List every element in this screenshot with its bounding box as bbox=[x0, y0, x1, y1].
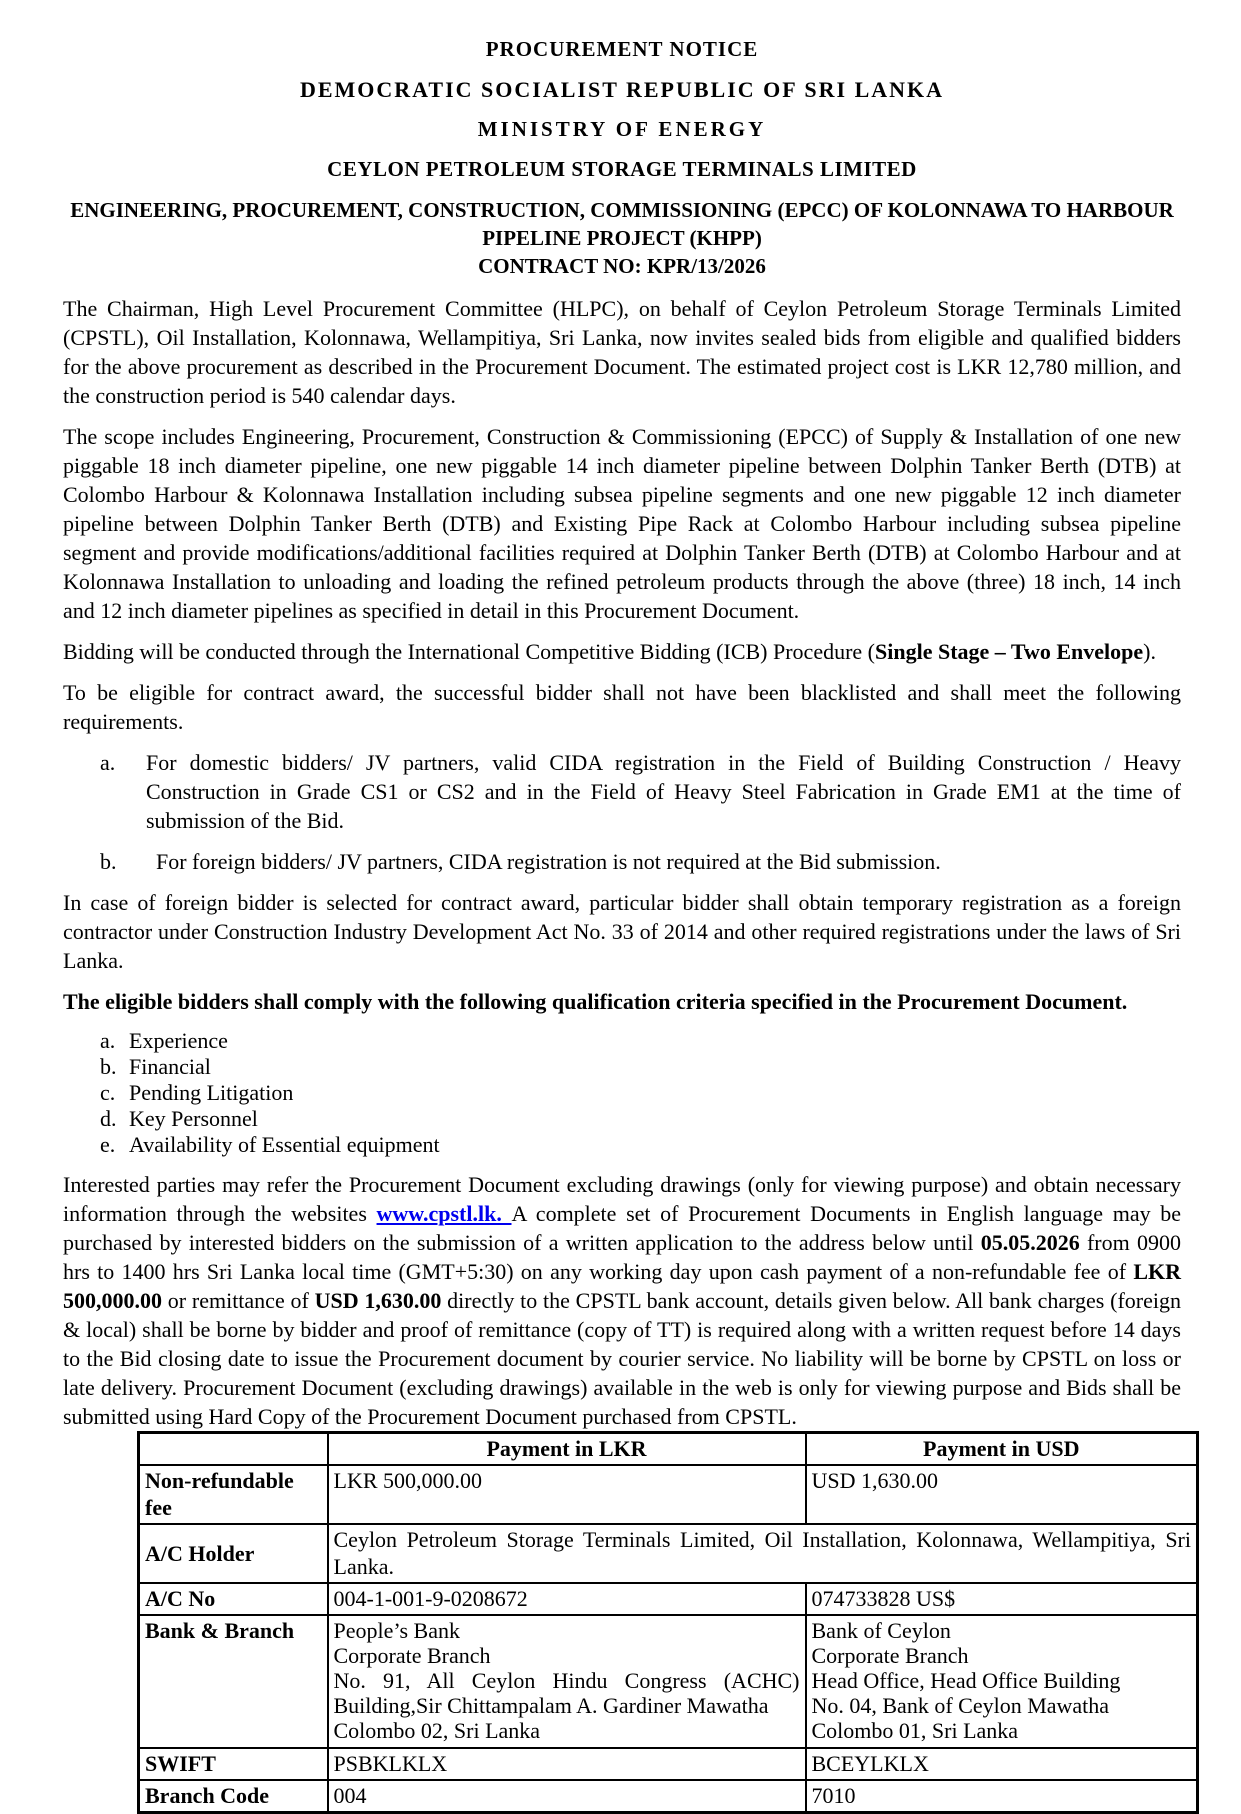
list-text: Financial bbox=[129, 1054, 211, 1079]
branch-code-usd-value: 7010 bbox=[806, 1780, 1198, 1813]
row-label: Non-refundable fee bbox=[139, 1465, 328, 1524]
paragraph-foreign-registration bbox=[63, 888, 1181, 975]
text-segment: The eligible bidders shall comply with the following qualification criteria specified in the Procurement Document. bbox=[63, 989, 1128, 1014]
row-label: Bank & Branch bbox=[139, 1615, 328, 1748]
text-segment: Interested parties may refer the Procurement Document excluding drawings (only for viewing purpose) and obtain necessary information through the websites bbox=[63, 1172, 1181, 1226]
text-segment: directly to the CPSTL bank account, details given below. All bank charges (foreign & local) shall be borne by bidder and proof of remittance (copy of TT) is required along with a written request before 14 days to the Bid closing date to issue the Procurement document by courier service. No liability will be borne by CPSTL on loss or late delivery. Procurement Document (excluding drawings) available in the web is only for viewing purpose and Bids shall be submitted using Hard Copy of the Procurement Document purchased from CPSTL. bbox=[63, 1288, 1181, 1429]
header-cell-payment-lkr: Payment in LKR bbox=[328, 1433, 806, 1466]
title-company: CEYLON PETROLEUM STORAGE TERMINALS LIMITED bbox=[327, 157, 917, 181]
ac-no-lkr-value: 004-1-001-9-0208672 bbox=[328, 1583, 806, 1615]
list-marker: b. bbox=[100, 1054, 117, 1079]
bank-line: Corporate Branch bbox=[333, 1643, 491, 1668]
bank-line: No. 91, All Ceylon Hindu Congress (ACHC) Building,Sir Chittampalam A. Gardiner Mawatha bbox=[333, 1668, 800, 1718]
bank-line: Corporate Branch bbox=[811, 1643, 969, 1668]
list-item-experience bbox=[63, 1028, 1181, 1054]
swift-usd-value: BCEYLKLX bbox=[806, 1748, 1198, 1780]
list-text: Key Personnel bbox=[129, 1106, 258, 1131]
fee-usd-value: USD 1,630.00 bbox=[806, 1465, 1198, 1524]
list-marker: a. bbox=[100, 750, 116, 775]
text-segment: LKR 500,000.00 bbox=[63, 1259, 1181, 1313]
text-segment: 05.05.2026 bbox=[980, 1230, 1080, 1255]
paragraph-purchase-info bbox=[63, 1170, 1181, 1431]
title-contract-no: CONTRACT NO: KPR/13/2026 bbox=[478, 254, 766, 278]
paragraph-scope bbox=[63, 422, 1181, 625]
list-marker: e. bbox=[100, 1132, 116, 1157]
table-row-ac-holder bbox=[139, 1524, 1198, 1583]
table-row-swift bbox=[139, 1748, 1198, 1780]
fee-lkr-value: LKR 500,000.00 bbox=[328, 1465, 806, 1524]
row-label: Branch Code bbox=[139, 1780, 328, 1813]
swift-lkr-value: PSBKLKLX bbox=[328, 1748, 806, 1780]
header-cell-empty bbox=[139, 1433, 328, 1466]
ac-holder-value: Ceylon Petroleum Storage Terminals Limited, Oil Installation, Kolonnawa, Wellampitiya, Sri Lanka. bbox=[328, 1524, 1198, 1583]
list-item-pending-litigation bbox=[63, 1080, 1181, 1106]
list-item-foreign-bidders bbox=[63, 847, 1181, 876]
list-item-essential-equipment bbox=[63, 1132, 1181, 1158]
cpstl-website-link[interactable]: www.cpstl.lk. bbox=[376, 1201, 512, 1226]
bank-line: Colombo 02, Sri Lanka bbox=[333, 1718, 541, 1743]
text-segment: Bidding will be conducted through the International Competitive Bidding (ICB) Procedure ( bbox=[63, 639, 876, 664]
bank-line: Colombo 01, Sri Lanka bbox=[811, 1718, 1019, 1743]
list-marker: d. bbox=[100, 1106, 117, 1131]
list-text: Availability of Essential equipment bbox=[129, 1132, 440, 1157]
paragraph-eligibility bbox=[63, 678, 1181, 736]
title-ministry: MINISTRY OF ENERGY bbox=[477, 117, 767, 141]
row-label: A/C No bbox=[139, 1583, 328, 1615]
ac-no-usd-value: 074733828 US$ bbox=[806, 1583, 1198, 1615]
list-item-key-personnel bbox=[63, 1106, 1181, 1132]
table-row-branch-code bbox=[139, 1780, 1198, 1813]
qualification-criteria-list bbox=[63, 1028, 1181, 1158]
bank-lkr-address bbox=[328, 1615, 806, 1748]
list-marker: c. bbox=[100, 1080, 116, 1105]
row-label: A/C Holder bbox=[139, 1524, 328, 1583]
branch-code-lkr-value: 004 bbox=[328, 1780, 806, 1813]
heading-qualification-criteria bbox=[63, 987, 1181, 1016]
text-segment: A complete set of Procurement Documents in English language may be purchased by interested bidders on the submission of a written application to the address below until bbox=[63, 1201, 1181, 1255]
list-item-domestic-bidders bbox=[63, 748, 1181, 835]
list-text: For foreign bidders/ JV partners, CIDA registration is not required at the Bid submission. bbox=[156, 849, 941, 874]
bank-details-table bbox=[137, 1431, 1199, 1814]
table-row-ac-no bbox=[139, 1583, 1198, 1615]
text-segment: The Chairman, High Level Procurement Committee (HLPC), on behalf of Ceylon Petroleum Storage Terminals Limited (CPSTL), Oil Installation, Kolonnawa, Wellampitiya, Sri Lanka, now invites sealed bids from eligible and qualified bidders for the above procurement as described in the Procurement Document. The estimated project cost is LKR 12,780 million, and the construction period is 540 calendar days. bbox=[63, 296, 1181, 408]
text-segment: Single Stage – Two Envelope bbox=[875, 639, 1144, 664]
bank-usd-address bbox=[806, 1615, 1198, 1748]
title-project: ENGINEERING, PROCUREMENT, CONSTRUCTION, COMMISSIONING (EPCC) OF KOLONNAWA TO HARBOUR PIPELINE PROJECT (KHPP) bbox=[70, 198, 1174, 250]
bank-line: Bank of Ceylon bbox=[811, 1618, 951, 1643]
table-header-row bbox=[139, 1433, 1198, 1466]
text-segment: To be eligible for contract award, the successful bidder shall not have been blacklisted and shall meet the following requirements. bbox=[63, 680, 1181, 734]
header-cell-payment-usd: Payment in USD bbox=[806, 1433, 1198, 1466]
bank-line: Head Office, Head Office Building bbox=[811, 1668, 1121, 1693]
title-republic: DEMOCRATIC SOCIALIST REPUBLIC OF SRI LANKA bbox=[299, 77, 945, 102]
list-item-financial bbox=[63, 1054, 1181, 1080]
list-marker: b. bbox=[100, 849, 117, 874]
table-row-non-refundable-fee bbox=[139, 1465, 1198, 1524]
bank-line: No. 04, Bank of Ceylon Mawatha bbox=[811, 1693, 1110, 1718]
list-text: Experience bbox=[129, 1028, 228, 1053]
table-row-bank-branch bbox=[139, 1615, 1198, 1748]
bank-line: People’s Bank bbox=[333, 1618, 460, 1643]
row-label: SWIFT bbox=[139, 1748, 328, 1780]
list-text: For domestic bidders/ JV partners, valid CIDA registration in the Field of Building Construction / Heavy Construction in Grade CS1 or CS2 and in the Field of Heavy Steel Fabrication in Grade EM1 at the time of submission of the Bid. bbox=[146, 750, 1181, 833]
text-segment: In case of foreign bidder is selected for contract award, particular bidder shall obtain temporary registration as a foreign contractor under Construction Industry Development Act No. 33 of 2014 and other required registrations under the laws of Sri Lanka. bbox=[63, 890, 1181, 973]
title-procurement-notice: PROCUREMENT NOTICE bbox=[485, 37, 759, 61]
paragraph-bidding bbox=[63, 637, 1181, 666]
text-segment: or remittance of bbox=[162, 1288, 315, 1313]
paragraph-invitation bbox=[63, 294, 1181, 410]
list-text: Pending Litigation bbox=[129, 1080, 294, 1105]
text-segment: from 0900 hrs to 1400 hrs Sri Lanka local time (GMT+5:30) on any working day upon cash payment of a non-refundable fee of bbox=[63, 1230, 1181, 1284]
text-segment: ). bbox=[1143, 639, 1156, 664]
list-marker: a. bbox=[100, 1028, 116, 1053]
text-segment: USD 1,630.00 bbox=[314, 1288, 442, 1313]
text-segment: The scope includes Engineering, Procurement, Construction & Commissioning (EPCC) of Supply & Installation of one new piggable 18 inch diameter pipeline, one new piggable 14 inch diameter pipeline between Dolphin Tanker Berth (DTB) at Colombo Harbour & Kolonnawa Installation including subsea pipeline segments and one new piggable 12 inch diameter pipeline between Dolphin Tanker Berth (DTB) and Existing Pipe Rack at Colombo Harbour including subsea pipeline segment and provide modifications/additional facilities required at Dolphin Tanker Berth (DTB) at Colombo Harbour and at Kolonnawa Installation to unloading and loading the refined petroleum products through the above (three) 18 inch, 14 inch and 12 inch diameter pipelines as specified in detail in this Procurement Document. bbox=[63, 424, 1181, 623]
